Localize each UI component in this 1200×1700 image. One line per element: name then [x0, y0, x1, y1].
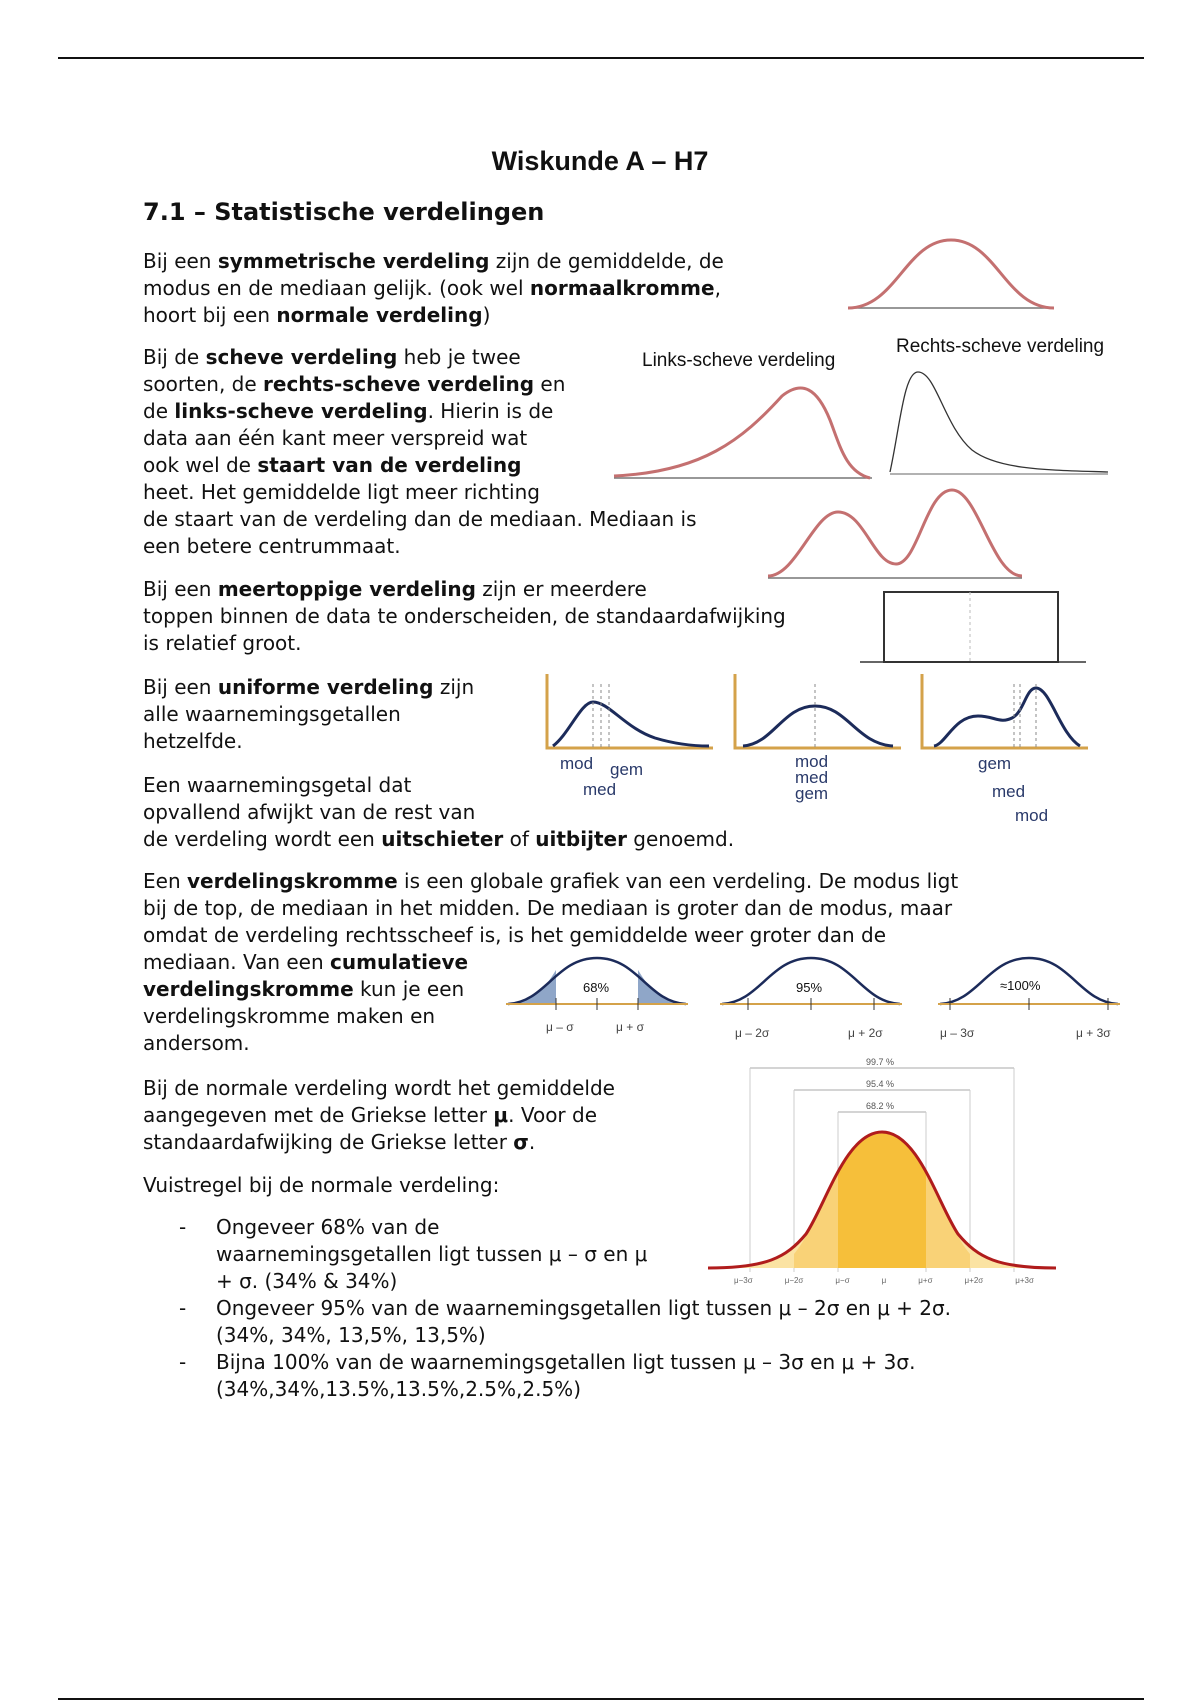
band-68-lo: μ – σ	[546, 1020, 574, 1034]
band-95-hi: μ + 2σ	[848, 1026, 883, 1040]
empirical-954: 95.4 %	[866, 1079, 895, 1089]
left-skew-figure	[612, 380, 874, 482]
top-rule	[58, 57, 1144, 59]
paragraph-symmetric: Bij een symmetrische verdeling zijn de gemiddelde, de modus en de mediaan gelijk. (ook wel normaalkromme, hoort bij een normale verdeling)	[143, 249, 724, 327]
empirical-tick: μ−3σ	[734, 1276, 753, 1285]
empirical-tick: μ	[881, 1276, 887, 1285]
position-label-gem-1: gem	[610, 760, 644, 779]
list-item: - Bijna 100% van de waarnemingsgetallen ligt tussen μ – 3σ en μ + 3σ. (34%,34%,13.5%,13.5%,2.5%,2.5%)	[179, 1350, 916, 1401]
band-95-label: 95%	[796, 980, 823, 995]
band-100-lo: μ – 3σ	[940, 1026, 975, 1040]
empirical-tick: μ+2σ	[964, 1276, 984, 1285]
position-label-mod-2: mod	[795, 752, 829, 771]
band-68-hi: μ + σ	[616, 1020, 644, 1034]
empirical-997: 99.7 %	[866, 1057, 895, 1067]
list-item: - Ongeveer 95% van de waarnemingsgetallen ligt tussen μ – 2σ en μ + 2σ. (34%, 34%, 13,5%, 13,5%)	[179, 1296, 952, 1347]
paragraph-distribution-curve: Een verdelingskromme is een globale grafiek van een verdeling. De modus ligt bij de top, de mediaan in het midden. De mediaan is groter dan de modus, maar omdat de verdeling rechtsscheef is, is het gemiddelde weer groter dan de mediaan. Van een cumulatieve verdelingskromme kun je een verdelingskromme maken en andersom.	[143, 869, 959, 1055]
empirical-tick: μ−2σ	[784, 1276, 804, 1285]
empirical-ticks	[734, 1276, 1034, 1285]
position-panel-2	[733, 674, 903, 750]
position-panel-1	[545, 674, 715, 750]
empirical-tick: μ−σ	[835, 1276, 850, 1285]
position-label-med-1: med	[583, 780, 617, 799]
position-panel-3	[920, 674, 1090, 750]
page-title: Wiskunde A – H7	[491, 146, 709, 176]
paragraph-normal: Bij de normale verdeling wordt het gemiddelde aangegeven met de Griekse letter μ. Voor de standaardafwijking de Griekse letter σ.	[143, 1076, 615, 1154]
right-skew-label: Rechts-scheve verdeling	[896, 336, 1105, 357]
band-100-hi: μ + 3σ	[1076, 1026, 1111, 1040]
paragraph-uniform: Bij een uniforme verdeling zijn alle waarnemingsgetallen hetzelfde.	[143, 675, 475, 753]
position-label-mod-1: mod	[560, 754, 594, 773]
position-label-mod-3: mod	[1015, 806, 1049, 825]
empirical-tick: μ+3σ	[1015, 1276, 1034, 1285]
list-item: - Ongeveer 68% van de waarnemingsgetallen ligt tussen μ – σ en μ + σ. (34% & 34%)	[179, 1215, 648, 1293]
right-skew-figure	[888, 366, 1110, 478]
position-label-med-3: med	[992, 782, 1026, 801]
bimodal-figure	[766, 486, 1024, 582]
band-68-label: 68%	[583, 980, 610, 995]
band-100-label: ≈100%	[1000, 978, 1041, 993]
paragraph-skew: Bij de scheve verdeling heb je twee soorten, de rechts-scheve verdeling en de links-scheve verdeling. Hierin is de data aan één kant meer verspreid wat ook wel de staart van de verdeling heet. Het gemiddelde ligt meer richting de staart van de verdeling dan de mediaan. Mediaan is een betere centrummaat.	[143, 345, 697, 558]
paragraph-outlier: Een waarnemingsgetal dat opvallend afwijkt van de rest van de verdeling wordt een uitschieter of uitbijter genoemd.	[143, 773, 735, 851]
position-label-med-2: med	[795, 768, 829, 787]
position-label-gem-2: gem	[795, 784, 829, 803]
position-label-gem-3: gem	[978, 754, 1012, 773]
section-heading: 7.1 – Statistische verdelingen	[143, 198, 545, 226]
empirical-tick: μ+σ	[918, 1276, 933, 1285]
rule-intro: Vuistregel bij de normale verdeling:	[143, 1173, 500, 1197]
band-95-lo: μ – 2σ	[735, 1026, 770, 1040]
uniform-figure	[860, 590, 1086, 666]
left-skew-label: Links-scheve verdeling	[642, 350, 836, 371]
empirical-682: 68.2 %	[866, 1101, 895, 1111]
symmetric-curve-figure	[846, 232, 1056, 312]
paragraph-multimodal: Bij een meertoppige verdeling zijn er meerdere toppen binnen de data te onderscheiden, de standaardafwijking is relatief groot.	[143, 577, 786, 655]
